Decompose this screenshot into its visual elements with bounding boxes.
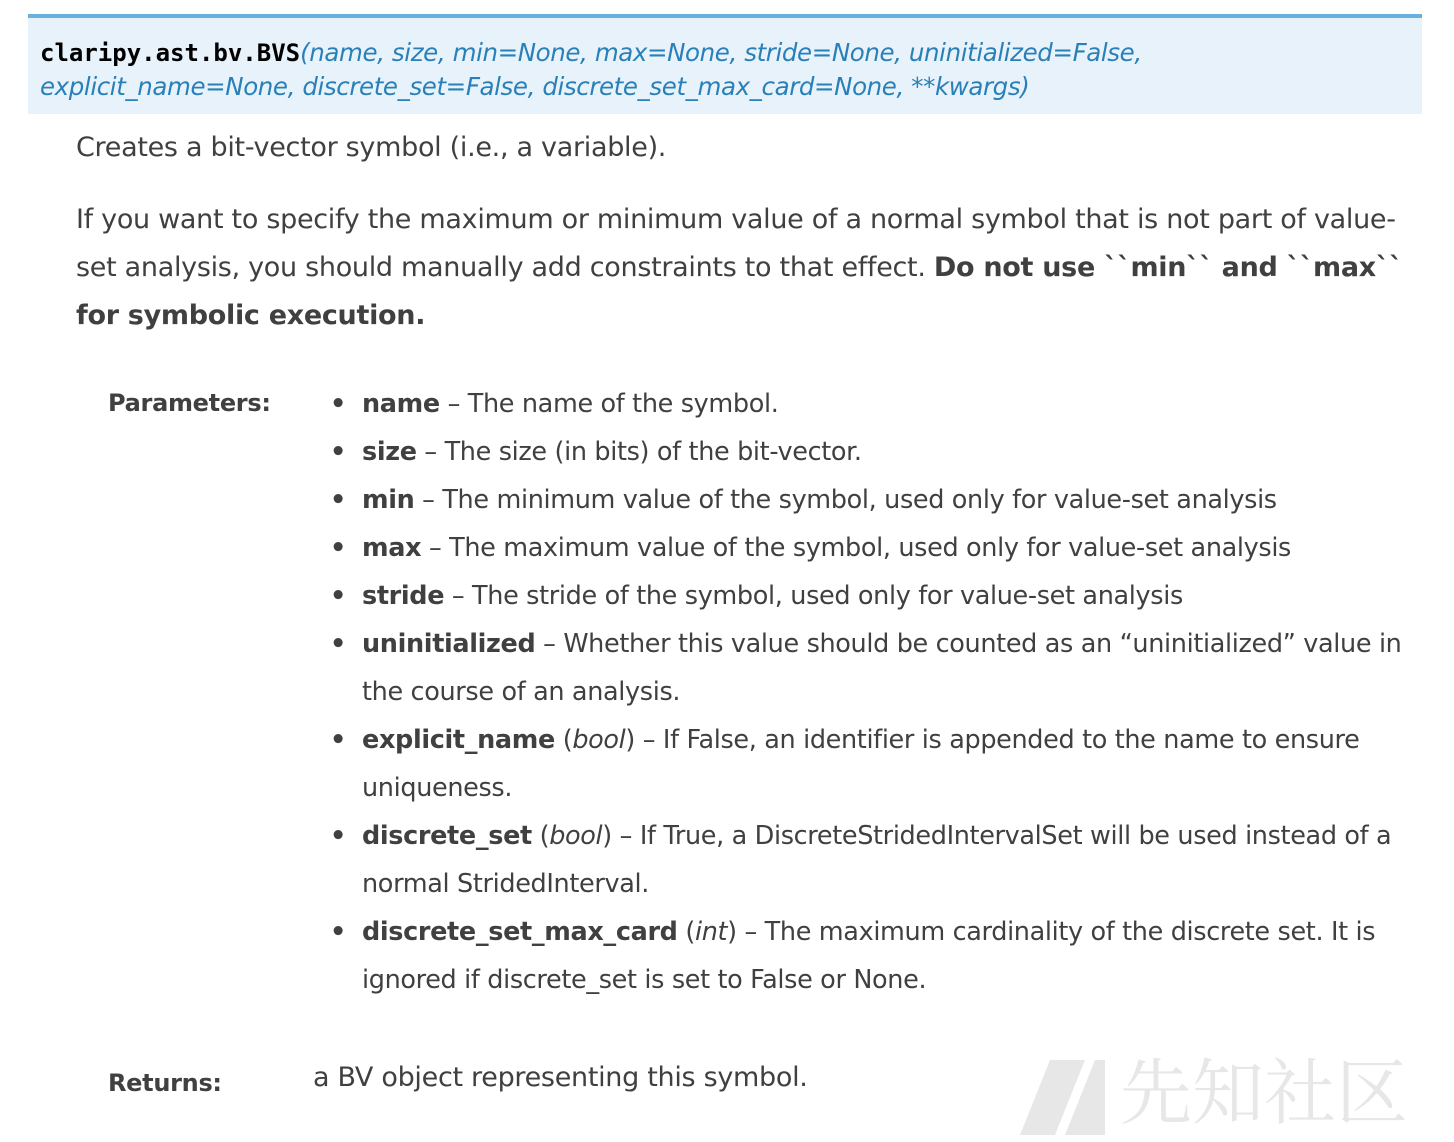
watermark-text: 先知社区 xyxy=(1120,1051,1409,1135)
parameter-name: size xyxy=(362,437,417,467)
signature-params-line-1: (name, size, min=None, max=None, stride=None, uninitialized=False, xyxy=(300,38,1142,67)
bullet-icon: • xyxy=(330,485,346,515)
bullet-icon: • xyxy=(330,389,346,419)
description-summary: Creates a bit-vector symbol (i.e., a variable). xyxy=(76,132,667,163)
parameter-name: uninitialized xyxy=(362,629,536,659)
bullet-icon: • xyxy=(330,581,346,611)
function-description xyxy=(76,124,1406,340)
bullet-icon: • xyxy=(330,725,346,755)
parameter-description: – If False, an identifier is appended to the name to ensure uniqueness. xyxy=(362,725,1360,803)
bullet-icon: • xyxy=(330,629,346,659)
parameter-description: – The maximum cardinality of the discrete set. It is ignored if discrete_set is set to False or None. xyxy=(362,917,1376,995)
parameter-description: – The minimum value of the symbol, used only for value-set analysis xyxy=(414,485,1277,515)
parameter-description: – The name of the symbol. xyxy=(439,389,779,419)
description-warning: Do not use ``min`` and ``max`` for symbolic execution. xyxy=(76,252,1403,331)
parameter-item-discrete-set-max-card: • discrete_set_max_card (int) – The maximum cardinality of the discrete set. It is ignored if discrete_set is set to False or None. xyxy=(330,908,1410,1004)
parameter-type: bool xyxy=(549,821,603,851)
parameter-name: max xyxy=(362,533,422,563)
parameter-name: discrete_set xyxy=(362,821,532,851)
parameter-item-explicit-name: • explicit_name (bool) – If False, an identifier is appended to the name to ensure uniqueness. xyxy=(330,716,1410,812)
parameter-description: – If True, a DiscreteStridedIntervalSet will be used instead of a normal StridedInterval. xyxy=(362,821,1392,899)
signature-function-name: BVS xyxy=(256,39,301,67)
parameter-item-max xyxy=(330,524,1410,572)
signature-params-line-2: explicit_name=None, discrete_set=False, discrete_set_max_card=None, **kwargs) xyxy=(40,72,1030,101)
function-signature xyxy=(28,14,1422,114)
parameter-type: bool xyxy=(572,725,626,755)
parameter-description: – Whether this value should be counted as an “uninitialized” value in the course of an analysis. xyxy=(362,629,1402,707)
parameter-item-stride xyxy=(330,572,1410,620)
parameter-type: int xyxy=(694,917,728,947)
parameter-description: – The size (in bits) of the bit-vector. xyxy=(416,437,862,467)
parameter-description: – The stride of the symbol, used only for value-set analysis xyxy=(444,581,1183,611)
signature-module: claripy.ast.bv. xyxy=(40,39,257,67)
parameter-item-discrete-set: • discrete_set (bool) – If True, a DiscreteStridedIntervalSet will be used instead of a normal StridedInterval. xyxy=(330,812,1410,908)
parameters-label: Parameters: xyxy=(108,389,271,417)
parameters-list xyxy=(330,380,1410,1004)
parameter-name: name xyxy=(362,389,440,419)
parameter-name: min xyxy=(362,485,415,515)
watermark-logo xyxy=(1010,1040,1440,1140)
description-details xyxy=(76,196,1406,340)
parameter-item-min xyxy=(330,476,1410,524)
parameter-name: stride xyxy=(362,581,445,611)
bullet-icon: • xyxy=(330,821,346,851)
description-details-text: If you want to specify the maximum or minimum value of a normal symbol that is not part of value-set analysis, you should manually add constraints to that effect. xyxy=(76,204,1396,283)
returns-label: Returns: xyxy=(108,1069,222,1097)
parameter-name: discrete_set_max_card xyxy=(362,917,678,947)
bullet-icon: • xyxy=(330,917,346,947)
parameter-name: explicit_name xyxy=(362,725,555,755)
parameter-item-size xyxy=(330,428,1410,476)
bullet-icon: • xyxy=(330,437,346,467)
bullet-icon: • xyxy=(330,533,346,563)
returns-description: a BV object representing this symbol. xyxy=(313,1062,808,1093)
parameter-description: – The maximum value of the symbol, used only for value-set analysis xyxy=(421,533,1291,563)
parameter-item-uninitialized xyxy=(330,620,1410,716)
parameter-item-name xyxy=(330,380,1410,428)
